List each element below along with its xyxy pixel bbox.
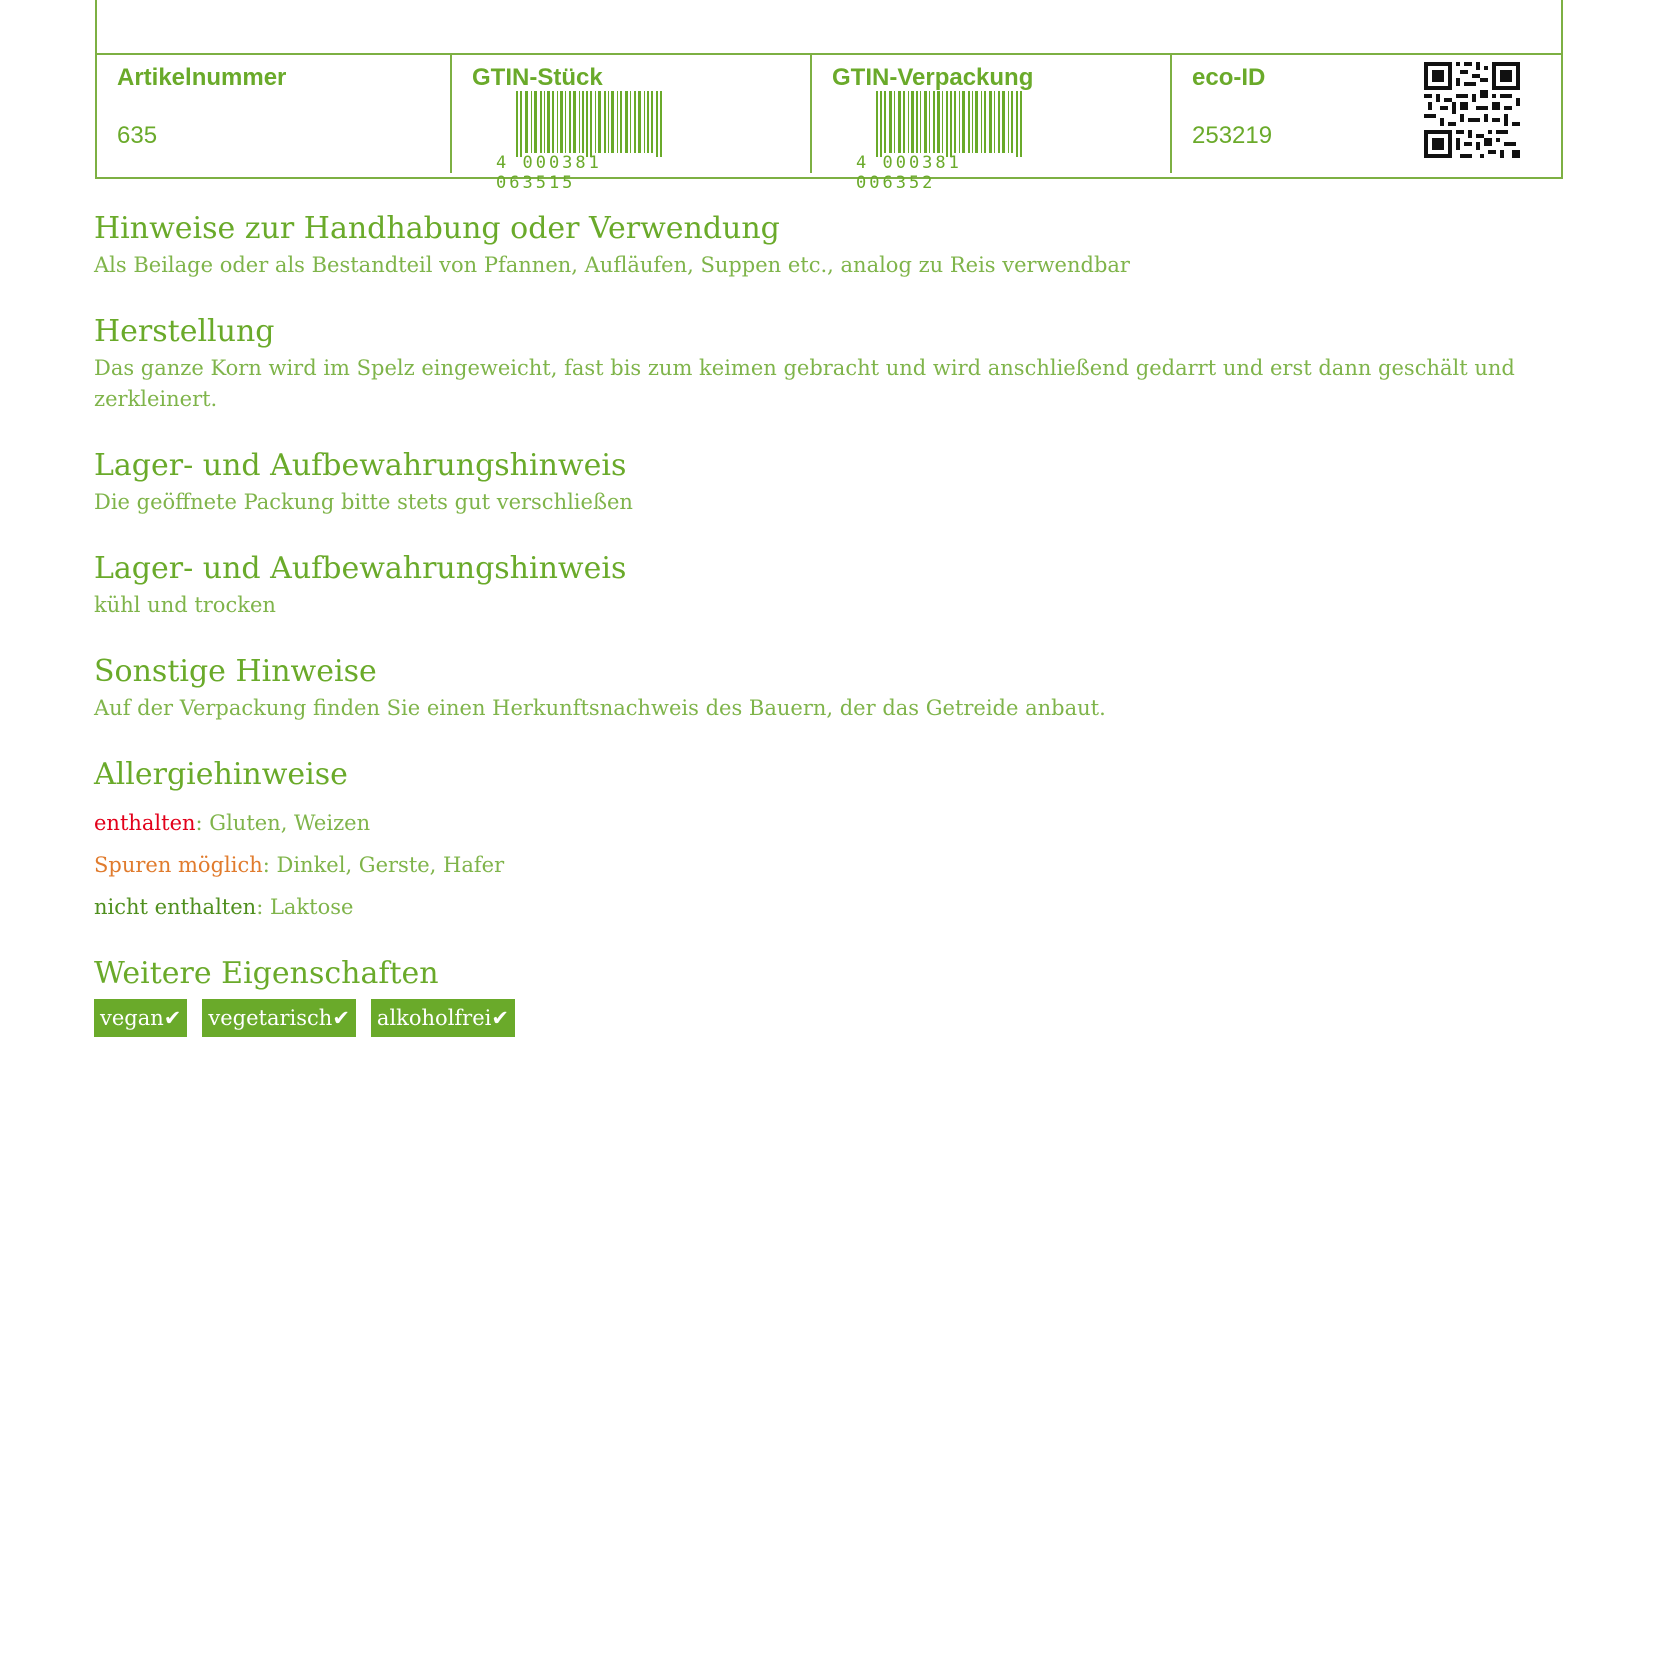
eco-id-value: 253219: [1192, 122, 1273, 149]
not-contains-label: nicht enthalten: [94, 895, 257, 919]
section-title: Hinweise zur Handhabung oder Verwendung: [94, 211, 780, 246]
section-lager-1: [94, 447, 1564, 518]
traces-label: Spuren möglich: [94, 853, 263, 877]
allergen-not-contains-row: [94, 892, 1564, 923]
section-text: kühl und trocken: [94, 593, 276, 617]
section-title: Weitere Eigenschaften: [94, 956, 439, 991]
product-info-table: [95, 0, 1563, 193]
qr-code-icon: [1424, 62, 1520, 158]
section-title: Lager- und Aufbewahrungshinweis: [94, 551, 627, 586]
gtin-verpackung-label: GTIN-Verpackung: [832, 64, 1034, 91]
section-text: Das ganze Korn wird im Spelz eingeweicht, fast bis zum keimen gebracht und wird anschließend gedarrt und erst dann geschält und zerkleinert.: [94, 356, 1515, 411]
section-title: Lager- und Aufbewahrungshinweis: [94, 448, 627, 483]
section-allergie: [94, 756, 1564, 923]
artikelnummer-value: 635: [117, 122, 158, 149]
section-lager-2: [94, 550, 1564, 621]
artikelnummer-cell: [97, 55, 450, 173]
section-title: Herstellung: [94, 314, 275, 349]
product-details: [94, 210, 1564, 1069]
contains-label: enthalten: [94, 811, 196, 835]
badge-vegan: vegan✔: [94, 999, 187, 1037]
gtin-stueck-digits: 4 000381 063515: [496, 153, 602, 193]
contains-value: : Gluten, Weizen: [195, 811, 371, 835]
section-herstellung: [94, 313, 1564, 415]
artikelnummer-label: Artikelnummer: [117, 64, 287, 91]
section-text: Die geöffnete Packung bitte stets gut verschließen: [94, 490, 633, 514]
section-title: Allergiehinweise: [94, 757, 348, 792]
gtin-stueck-label: GTIN-Stück: [472, 64, 603, 91]
property-badges: [94, 999, 1564, 1037]
traces-value: : Dinkel, Gerste, Hafer: [262, 853, 505, 877]
section-text: Als Beilage oder als Bestandteil von Pfannen, Aufläufen, Suppen etc., analog zu Reis verwendbar: [94, 253, 1130, 277]
barcode-bars: [496, 91, 676, 157]
gtin-verpackung-cell: [810, 55, 1170, 193]
allergen-contains-row: [94, 808, 1564, 839]
not-contains-value: : Laktose: [256, 895, 354, 919]
section-text: Auf der Verpackung finden Sie einen Herkunftsnachweis des Bauern, der das Getreide anbaut.: [94, 696, 1106, 720]
section-eigenschaften: [94, 955, 1564, 1037]
section-handhabung: [94, 210, 1564, 281]
gtin-stueck-barcode: [496, 91, 676, 193]
gtin-verpackung-digits: 4 000381 006352: [856, 153, 962, 193]
gtin-stueck-cell: [450, 55, 810, 193]
barcode-bars: [856, 91, 1036, 157]
section-sonstige: [94, 653, 1564, 724]
eco-id-label: eco-ID: [1192, 64, 1266, 91]
badge-alkoholfrei: alkoholfrei✔: [371, 999, 515, 1037]
section-title: Sonstige Hinweise: [94, 654, 377, 689]
gtin-verpackung-barcode: [856, 91, 1036, 193]
badge-vegetarisch: vegetarisch✔: [202, 999, 356, 1037]
allergen-traces-row: [94, 850, 1564, 881]
